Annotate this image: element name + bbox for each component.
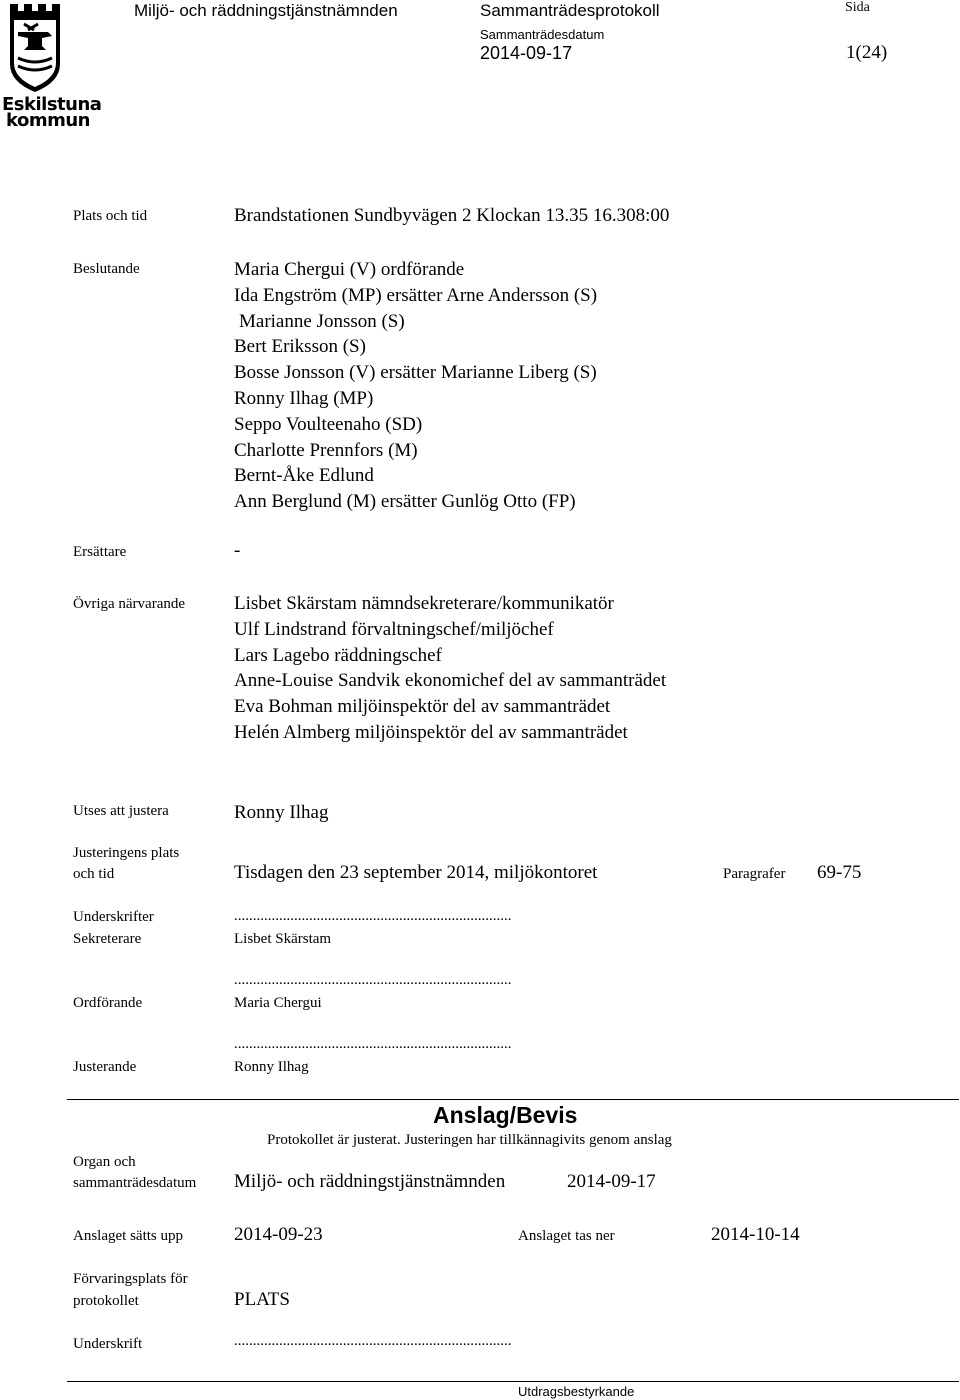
- place-time-value: Brandstationen Sundbyvägen 2 Klockan 13.35 16.308:00: [234, 205, 670, 226]
- decision-makers-label: Beslutande: [73, 261, 140, 277]
- list-item: Seppo Voulteenaho (SD): [234, 413, 423, 435]
- chair-signature-line: ..........................................................................: [234, 972, 512, 988]
- header-date: 2014-09-17: [480, 43, 573, 63]
- notice-statement: Protokollet är justerat. Justeringen har tillkännagivits genom anslag: [267, 1132, 672, 1148]
- chair-label: Ordförande: [73, 995, 143, 1011]
- list-item: Ronny Ilhag (MP): [234, 387, 374, 409]
- organ-label-line2: sammanträdesdatum: [73, 1175, 197, 1191]
- substitutes-label: Ersättare: [73, 544, 127, 560]
- signatures-label: Underskrifter: [73, 909, 154, 925]
- footer-certification: Utdragsbestyrkande: [518, 1384, 635, 1399]
- substitutes-value: -: [234, 540, 241, 561]
- notice-bottom-divider: [67, 1381, 959, 1382]
- list-item: Helén Almberg miljöinspektör del av sammanträdet: [234, 721, 628, 743]
- secretary-label: Sekreterare: [73, 931, 142, 947]
- secretary-signature-line: ..........................................................................: [234, 908, 512, 924]
- storage-label-line2: protokollet: [73, 1293, 139, 1309]
- list-item: Lars Lagebo räddningschef: [234, 644, 442, 666]
- organ-label-line1: Organ och: [73, 1154, 136, 1170]
- list-item: Marianne Jonsson (S): [239, 310, 405, 332]
- notice-title: Anslag/Bevis: [433, 1102, 578, 1128]
- signature-label: Underskrift: [73, 1336, 143, 1352]
- notice-top-divider: [67, 1099, 959, 1100]
- organ-value: Miljö- och räddningstjänstnämnden: [234, 1171, 506, 1192]
- posted-value: 2014-09-23: [234, 1224, 323, 1245]
- municipality-coat-of-arms-icon: [4, 2, 72, 94]
- notice-signature-line: ..........................................................................: [234, 1333, 512, 1349]
- list-item: Charlotte Prennfors (M): [234, 439, 418, 461]
- adjustment-value: Tisdagen den 23 september 2014, miljökontoret: [234, 862, 598, 883]
- posted-label: Anslaget sätts upp: [73, 1228, 183, 1244]
- logo-text-line2: kommun: [6, 110, 90, 131]
- adjuster-label: Utses att justera: [73, 803, 169, 819]
- list-item: Maria Chergui (V) ordförande: [234, 259, 465, 280]
- others-list: [234, 591, 666, 746]
- paragraphs-value: 69-75: [817, 862, 862, 883]
- list-item: Bernt-Åke Edlund: [234, 465, 374, 487]
- list-item: Ann Berglund (M) ersätter Gunlög Otto (FP): [234, 491, 576, 513]
- list-item: Ulf Lindstrand förvaltningschef/miljöchef: [234, 618, 554, 640]
- list-item: Bert Eriksson (S): [234, 336, 366, 358]
- adjustment-label-line1: Justeringens plats: [73, 845, 180, 861]
- header-doc-type: Sammanträdesprotokoll: [480, 1, 660, 20]
- list-item: Ida Engström (MP) ersätter Arne Andersson (S): [234, 284, 598, 306]
- adjuster-value: Ronny Ilhag: [234, 802, 329, 823]
- chair-name: Maria Chergui: [234, 995, 322, 1011]
- place-time-label: Plats och tid: [73, 208, 148, 224]
- header-committee: Miljö- och räddningstjänstnämnden: [134, 1, 398, 20]
- logo-text-line1: Eskilstuna: [2, 94, 102, 115]
- header-page-value: 1(24): [846, 42, 888, 63]
- signing-adjuster-label: Justerande: [73, 1059, 137, 1075]
- list-item: Bosse Jonsson (V) ersätter Marianne Liberg (S): [234, 362, 597, 384]
- header-date-label: Sammanträdesdatum: [480, 27, 605, 42]
- adjuster-signature-line: ..........................................................................: [234, 1036, 512, 1052]
- storage-value: PLATS: [234, 1289, 290, 1310]
- storage-label-line1: Förvaringsplats för: [73, 1271, 188, 1287]
- removed-label: Anslaget tas ner: [518, 1228, 615, 1244]
- others-label: Övriga närvarande: [73, 596, 186, 612]
- header-page-label: Sida: [845, 0, 870, 15]
- list-item: Eva Bohman miljöinspektör del av sammanträdet: [234, 696, 611, 718]
- organ-date: 2014-09-17: [567, 1171, 656, 1192]
- list-item: Lisbet Skärstam nämndsekreterare/kommunikatör: [234, 593, 614, 614]
- removed-value: 2014-10-14: [711, 1224, 800, 1245]
- paragraphs-label: Paragrafer: [723, 866, 786, 882]
- adjustment-label-line2: och tid: [73, 866, 115, 882]
- signing-adjuster-name: Ronny Ilhag: [234, 1059, 309, 1075]
- list-item: Anne-Louise Sandvik ekonomichef del av sammanträdet: [234, 670, 667, 692]
- decision-makers-list: [234, 257, 597, 515]
- secretary-name: Lisbet Skärstam: [234, 931, 332, 947]
